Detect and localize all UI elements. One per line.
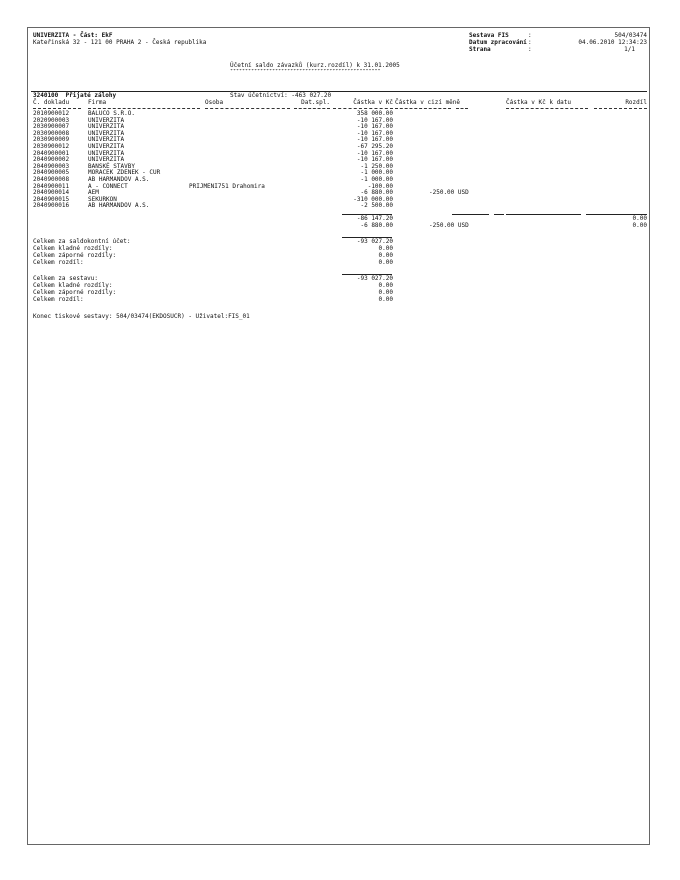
col-castka-cizi: Částka v cizí měně — [395, 99, 461, 106]
summary1-zaporne-value: 0.00 — [378, 252, 393, 259]
subtotal-rozdil-2: 0.00 — [632, 222, 647, 229]
row-firma: AEM — [88, 189, 99, 197]
row-doklad: 2040900003 — [33, 162, 70, 170]
row-doklad: 2040900005 — [33, 169, 70, 177]
row-firma: UNIVERZITA — [88, 123, 125, 131]
subtotal-rule-mena — [494, 214, 504, 215]
col-doklad: Č. dokladu — [33, 99, 70, 106]
summary1-kladne-label: Celkem kladné rozdíly: — [33, 245, 113, 252]
row-castka-kc: -1 000.00 — [360, 176, 393, 183]
row-doklad: 2040900011 — [33, 182, 70, 190]
report-page — [27, 27, 650, 845]
row-castka-kc: -1 250.00 — [360, 162, 393, 170]
datum-colon: : — [528, 39, 532, 46]
row-doklad: 2010900012 — [33, 110, 70, 117]
row-firma: MORACEK ZDENEK - CUR — [88, 169, 161, 177]
strana-value: 1/1 — [624, 46, 635, 53]
row-castka-kc: -10 167.00 — [356, 156, 393, 164]
row-castka-kc: -67 295.20 — [356, 143, 393, 150]
subtotal-rule-cizi — [452, 214, 489, 215]
summary2-rozdil-label: Celkem rozdíl: — [33, 296, 84, 303]
row-firma: AB HARMANDOV A.S. — [88, 202, 150, 210]
report-end-line: Konec tiskové sestavy: 504/03474(EKDOSUCR) - Uživatel:FIS_01 — [33, 313, 250, 320]
row-firma: UNIVERZITA — [88, 129, 125, 137]
datum-label: Datum zpracování — [469, 39, 527, 46]
row-firma: BANSKÉ STAVBY — [88, 162, 135, 170]
header-underline — [205, 108, 290, 109]
row-firma: UNIVERZITA — [88, 149, 125, 157]
title-underline-stars: ************************************************** — [230, 69, 381, 74]
row-doklad: 2040900016 — [33, 202, 70, 210]
summary2-total-label: Celkem za sestavu: — [33, 275, 99, 282]
row-firma: UNIVERZITA — [88, 156, 125, 164]
account-line: 3240100 Přijaté zálohy — [33, 92, 117, 99]
row-doklad: 2040900014 — [33, 189, 70, 197]
row-castka-kc: -1 000.00 — [360, 169, 393, 177]
sestava-colon: : — [528, 32, 532, 39]
subtotal-kc-1: -86 147.20 — [356, 215, 393, 222]
header-underline — [294, 108, 330, 109]
sestava-value: 504/03474 — [614, 32, 647, 39]
subtotal-kc-2: -6 880.00 — [360, 222, 393, 229]
summary1-rozdil-label: Celkem rozdíl: — [33, 259, 84, 266]
col-castka-k-datu: Částka v Kč k datu — [506, 99, 572, 106]
row-doklad: 2040900002 — [33, 156, 70, 164]
row-firma: A - CONNECT — [88, 182, 128, 190]
row-castka-kc: -10 167.00 — [356, 116, 393, 124]
row-doklad: 2040900015 — [33, 195, 70, 203]
strana-colon: : — [528, 46, 532, 53]
row-castka-kc: -6 880.00 — [360, 189, 393, 197]
summary2-rozdil-value: 0.00 — [378, 296, 393, 303]
summary1-kladne-value: 0.00 — [378, 245, 393, 252]
header-underline — [333, 108, 393, 109]
address-line: Kateřinská 32 - 121 00 PRAHA 2 - Česká republika — [33, 39, 207, 46]
col-dat-spl: Dat.spl. — [301, 99, 330, 106]
summary1-total-label: Celkem za saldokontní účet: — [33, 238, 131, 245]
col-firma: Firma — [88, 99, 107, 106]
summary1-total-value: -93 027.20 — [356, 238, 393, 245]
col-rozdil: Rozdíl — [625, 99, 647, 106]
summary1-rozdil-value: 0.00 — [378, 259, 393, 266]
row-castka-kc: -100.00 — [367, 182, 393, 190]
row-osoba: PRIJMENI751 Drahomira — [189, 182, 265, 190]
subtotal-rule-k-datu — [506, 214, 581, 215]
row-castka-kc: 358 000.00 — [356, 110, 393, 117]
row-castka-kc: -2 500.00 — [360, 202, 393, 210]
row-doklad: 2040900008 — [33, 176, 70, 183]
header-underline — [456, 108, 468, 109]
row-firma: AB HARMANDOV A.S. — [88, 176, 150, 183]
header-underline — [395, 108, 451, 109]
row-castka-kc: -310 000.00 — [353, 195, 393, 203]
strana-label: Strana — [469, 46, 491, 53]
row-firma: UNIVERZITA — [88, 116, 125, 124]
subtotal-cizi-2: -250.00 USD — [429, 222, 469, 229]
summary2-kladne-value: 0.00 — [378, 282, 393, 289]
row-doklad: 2040900001 — [33, 149, 70, 157]
row-doklad: 2030900009 — [33, 136, 70, 144]
sestava-label: Sestava FIS — [469, 32, 509, 39]
col-castka-kc: Částka v Kč — [353, 99, 393, 106]
row-firma: BALUCO S.R.O. — [88, 110, 135, 117]
organization-line: UNIVERZITA - Část: EkF — [33, 32, 113, 39]
header-underline — [506, 108, 588, 109]
summary1-zaporne-label: Celkem záporné rozdíly: — [33, 252, 117, 259]
summary2-kladne-label: Celkem kladné rozdíly: — [33, 282, 113, 289]
row-firma: SEKURKON — [88, 195, 117, 203]
report-title: Účetní saldo závazků (kurz.rozdíl) k 31.01.2005 — [230, 62, 400, 69]
top-rule — [31, 91, 647, 92]
col-osoba: Osoba — [205, 99, 224, 106]
row-castka-kc: -10 167.00 — [356, 129, 393, 137]
header-underline — [88, 108, 200, 109]
header-underline — [33, 108, 81, 109]
row-doklad: 2030900012 — [33, 143, 70, 150]
row-firma: UNIVERZITA — [88, 136, 125, 144]
row-castka-kc: -10 167.00 — [356, 136, 393, 144]
summary2-zaporne-value: 0.00 — [378, 289, 393, 296]
row-firma: UNIVERZITA — [88, 143, 125, 150]
subtotal-rozdil-1: 0.00 — [632, 215, 647, 222]
row-doklad: 2020900003 — [33, 116, 70, 124]
row-castka-kc: -10 167.00 — [356, 123, 393, 131]
account-balance: Stav účetnictví: -463 027.20 — [230, 92, 332, 99]
header-underline — [594, 108, 647, 109]
row-castka-kc: -10 167.00 — [356, 149, 393, 157]
summary2-total-value: -93 027.20 — [356, 275, 393, 282]
row-doklad: 2030900008 — [33, 129, 70, 137]
datum-value: 04.06.2010 12:34:23 — [578, 39, 647, 46]
row-doklad: 2030900007 — [33, 123, 70, 131]
row-castka-cizi: -250.00 USD — [429, 189, 469, 197]
summary2-zaporne-label: Celkem záporné rozdíly: — [33, 289, 117, 296]
